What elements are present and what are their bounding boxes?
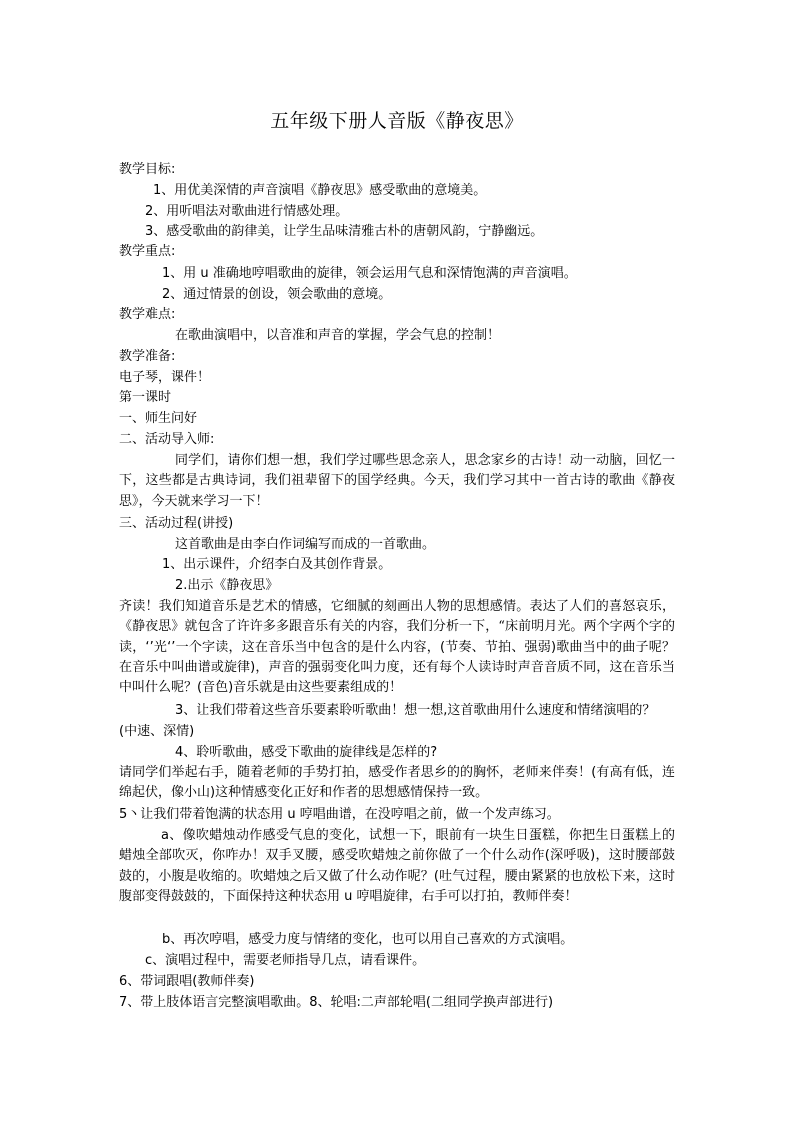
teaching-goal-3: 3、感受歌曲的韵律美，让学生品味清雅古朴的唐朝风韵，宁静幽远。 [145, 224, 544, 239]
teaching-goals-heading: 教学目标: [119, 162, 176, 177]
key-point-2: 2、通过情景的创设，领会歌曲的意境。 [162, 287, 392, 302]
process-step-b: b、再次哼唱，感受力度与情绪的变化，也可以用自己喜欢的方式演唱。 [162, 932, 574, 947]
analysis-text-2: 两个字两个字的读，‘’光‘’一个字读，这在音乐当中包含的是什么内容，(节奏、节拍、强弱)歌曲当中的曲子呢？在音乐中叫曲谱或旋律)，声音的强弱变化叫力度，还有每个人读诗时声音音质不同，这在音乐当中叫什么呢？(音色)音乐就是由这些要素组成的！ [119, 619, 675, 696]
lesson-label: 第一课时 [119, 390, 172, 405]
process-step-7-8: 7、带上肢体语言完整演唱歌曲。8、轮唱:二声部轮唱(二组同学换声部进行) [119, 995, 554, 1010]
document-title: 五年级下册人音版《静夜思》 [270, 110, 524, 132]
key-points-heading: 教学重点: [119, 244, 176, 259]
rhythm-paragraph: 请同学们举起右手，随着老师的手势打拍，感受作者思乡的的胸怀，老师来伴奏！(有高有低，连绵起伏，像小山)这种情感变化正好和作者的思想感情保持一致。 [119, 765, 675, 801]
process-step-5: 5丶让我们带着饱满的状态用 u 哼唱曲谱，在没哼唱之前，做一个发声练习。 [119, 807, 560, 822]
section-2-heading: 二、活动导入师: [119, 432, 215, 447]
process-step-1: 1、出示课件，介绍李白及其创作背景。 [162, 557, 392, 572]
analysis-text-1: 齐读！我们知道音乐是艺术的情感，它细腻的刻画出人物的思想感情。表达了人们的喜怒哀乐，《静夜思》就包含了许许多多跟音乐有关的内容，我们分析一下， [119, 599, 675, 635]
process-step-4: 4、聆听歌曲，感受下歌曲的旋律线是怎样的? [175, 745, 438, 760]
key-point-1: 1、用 u 准确地哼唱歌曲的旋律，领会运用气息和深情饱满的声音演唱。 [162, 266, 577, 281]
difficulty-heading: 教学难点: [119, 307, 176, 322]
preparation-text: 电子琴，课件！ [119, 370, 211, 385]
process-step-3-answer: (中速、深情) [119, 724, 195, 739]
process-intro: 这首歌曲是由李白作词编写而成的一首歌曲。 [175, 537, 436, 552]
teaching-goal-2: 2、用听唱法对歌曲进行情感处理。 [145, 204, 349, 219]
breathing-exercise-paragraph: a、像吹蜡烛动作感受气息的变化，试想一下，眼前有一块生日蛋糕，你把生日蛋糕上的蜡烛全部吹灭，你咋办！双手叉腰，感受吹蜡烛之前你做了一个什么动作(深呼吸)，这时腰部鼓鼓的，小腹是收缩的。吹蜡烛之后又做了什么动作呢？(吐气过程，腰由紧紧的也放松下来，这时腹部变得鼓鼓的，下面保持这种状态用 u 哼唱旋律，右手可以打拍，教师伴奏！ [119, 828, 675, 904]
poem-quote: “床前明月光。 [498, 619, 584, 635]
section-1-heading: 一、师生问好 [119, 411, 198, 426]
teaching-goal-1: 1、用优美深情的声音演唱《静夜思》感受歌曲的意境美。 [153, 183, 487, 198]
intro-paragraph: 同学们，请你们想一想，我们学过哪些思念亲人，思念家乡的古诗！动一动脑，回忆一下，这些都是古典诗词，我们祖辈留下的国学经典。今天，我们学习其中一首古诗的歌曲《静夜思》，今天就来学习一下！ [119, 453, 675, 509]
section-3-heading: 三、活动过程(讲授) [119, 516, 234, 531]
difficulty-text: 在歌曲演唱中，以音准和声音的掌握，学会气息的控制！ [175, 328, 501, 343]
analysis-paragraph [119, 597, 675, 698]
preparation-heading: 教学准备: [119, 349, 176, 364]
process-step-3: 3、让我们带着这些音乐要素聆听歌曲！想一想,这首歌曲用什么速度和情绪演唱的？ [175, 703, 656, 718]
process-step-c: c、演唱过程中，需要老师指导几点，请看课件。 [145, 953, 426, 968]
process-step-2: 2.出示《静夜思》 [175, 578, 279, 593]
process-step-6: 6、带词跟唱(教师伴奏) [119, 974, 255, 989]
